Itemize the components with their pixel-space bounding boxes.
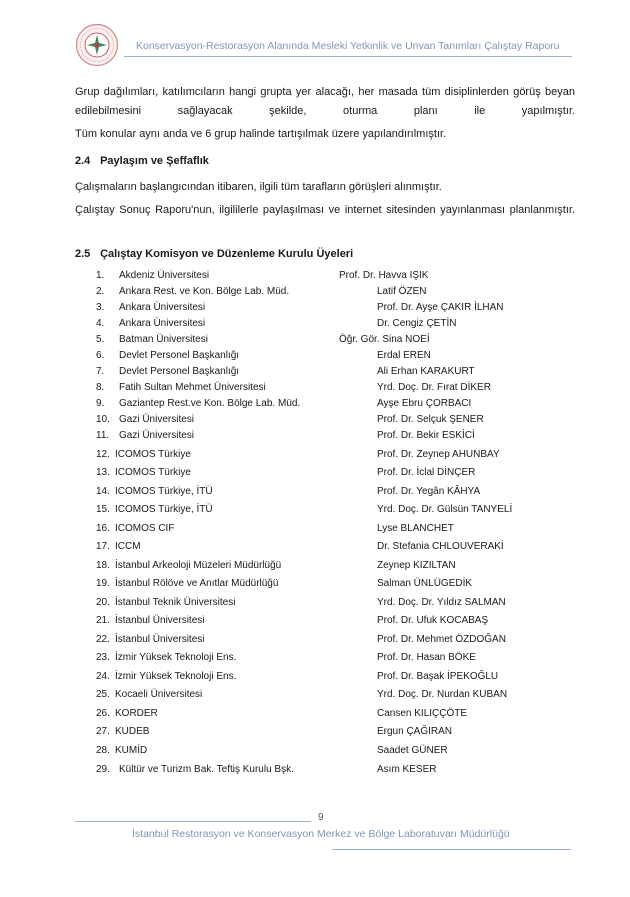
member-name: Prof. Dr. Ufuk KOCABAŞ <box>377 615 489 626</box>
page-number: 9 <box>318 812 324 823</box>
member-name: Saadet GÜNER <box>377 745 448 756</box>
member-row <box>0 398 630 414</box>
member-institution: ICOMOS Türkiye, İTÜ <box>115 486 213 497</box>
member-number: 17. <box>96 541 110 552</box>
member-number: 19. <box>96 578 110 589</box>
member-number: 15. <box>96 504 110 515</box>
member-name: Prof. Dr. Selçuk ŞENER <box>377 414 484 425</box>
member-number: 14. <box>96 486 110 497</box>
member-institution: ICOMOS Türkiye <box>115 449 191 460</box>
section-title: Çalıştay Komisyon ve Düzenleme Kurulu Üyeleri <box>100 248 354 260</box>
member-row <box>0 560 630 576</box>
section-title: Paylaşım ve Şeffaflık <box>100 155 209 167</box>
section-2-4-paragraph-1: Çalışmaların başlangıcından itibaren, ilgili tüm tarafların görüşleri alınmıştır. <box>75 181 442 193</box>
member-row <box>0 449 630 465</box>
member-row <box>0 615 630 631</box>
member-institution: Gazi Üniversitesi <box>119 430 195 441</box>
member-institution: Fatih Sultan Mehmet Üniversitesi <box>119 382 266 393</box>
member-number: 29. <box>96 764 110 775</box>
member-row <box>0 467 630 483</box>
member-number: 20. <box>96 597 110 608</box>
member-row <box>0 302 630 318</box>
section-number: 2.5 <box>75 248 91 260</box>
member-number: 11. <box>96 430 110 441</box>
member-institution: Devlet Personel Başkanlığı <box>119 366 240 377</box>
member-row <box>0 350 630 366</box>
header-divider <box>124 56 572 57</box>
member-institution: İstanbul Arkeoloji Müzeleri Müdürlüğü <box>115 560 282 571</box>
intro-paragraph-1-line-1: Grup dağılımları, katılımcıların hangi grupta yer alacağı, her masada tüm disiplinlerden görüş beyan edilebilmesini sağlayacak şekilde, oturma planı ile yapılmıştır. <box>75 86 575 117</box>
member-number: 25. <box>96 689 110 700</box>
member-number: 2. <box>96 286 105 297</box>
member-institution: ICOMOS Türkiye, İTÜ <box>115 504 213 515</box>
member-institution: ICOMOS CIF <box>115 523 175 534</box>
member-number: 6. <box>96 350 105 361</box>
member-name: Erdal EREN <box>377 350 431 361</box>
member-name: Yrd. Doç. Dr. Nurdan KUBAN <box>377 689 508 700</box>
member-institution: Devlet Personel Başkanlığı <box>119 350 240 361</box>
member-number: 27. <box>96 726 110 737</box>
member-name: Prof. Dr. İclal DİNÇER <box>377 467 476 478</box>
member-institution: ICCM <box>115 541 141 552</box>
member-name: Prof. Dr. Bekir ESKİCİ <box>377 430 475 441</box>
member-institution: Akdeniz Üniversitesi <box>119 270 210 281</box>
member-number: 8. <box>96 382 105 393</box>
member-row <box>0 430 630 446</box>
member-institution: İzmir Yüksek Teknoloji Ens. <box>115 652 237 663</box>
member-number: 4. <box>96 318 105 329</box>
member-institution: Gaziantep Rest.ve Kon. Bölge Lab. Müd. <box>119 398 301 409</box>
member-institution: Batman Üniversitesi <box>119 334 208 345</box>
member-number: 16. <box>96 523 110 534</box>
member-row <box>0 318 630 334</box>
member-number: 26. <box>96 708 110 719</box>
member-row <box>0 764 630 780</box>
section-2-4-paragraph-2: Çalıştay Sonuç Raporu'nun, ilgililerle paylaşılması ve internet sitesinden yayınlanması planlanmıştır. <box>75 204 575 216</box>
member-row <box>0 523 630 539</box>
member-row <box>0 334 630 350</box>
member-name: Prof. Dr. Ayşe ÇAKIR İLHAN <box>377 302 504 313</box>
member-institution: Ankara Üniversitesi <box>119 302 206 313</box>
member-name: Yrd. Doç. Dr. Yıldız SALMAN <box>377 597 506 608</box>
member-institution: KORDER <box>115 708 158 719</box>
member-number: 28. <box>96 745 110 756</box>
institution-logo-icon <box>75 23 119 67</box>
footer-text: İstanbul Restorasyon ve Konservasyon Merkez ve Bölge Laboratuvarı Müdürlüğü <box>132 828 510 840</box>
header-title: Konservasyon-Restorasyon Alanında Mesleki Yetkinlik ve Unvan Tanımları Çalıştay Raporu <box>136 40 560 52</box>
member-institution: İstanbul Üniversitesi <box>115 615 205 626</box>
member-name: Prof. Dr. Zeynep AHUNBAY <box>377 449 500 460</box>
member-institution: İstanbul Rölöve ve Anıtlar Müdürlüğü <box>115 578 279 589</box>
member-row <box>0 486 630 502</box>
member-name: Latif ÖZEN <box>377 286 427 297</box>
member-row <box>0 270 630 286</box>
member-institution: İzmir Yüksek Teknoloji Ens. <box>115 671 237 682</box>
member-row <box>0 689 630 705</box>
member-institution: ICOMOS Türkiye <box>115 467 191 478</box>
member-name: Lyse BLANCHET <box>377 523 454 534</box>
intro-paragraph-2: Tüm konular aynı anda ve 6 grup halinde tartışılmak üzere yapılandırılmıştır. <box>75 128 447 140</box>
member-name: Prof. Dr. Yegân KÂHYA <box>377 486 481 497</box>
member-name: Dr. Stefania CHLOUVERAKİ <box>377 541 504 552</box>
member-number: 13. <box>96 467 110 478</box>
section-2-4-heading <box>75 155 209 167</box>
member-name: Prof. Dr. Havva IŞIK <box>339 270 429 281</box>
member-name: Asım KESER <box>377 764 437 775</box>
member-institution: Gazi Üniversitesi <box>119 414 195 425</box>
member-name: Salman ÜNLÜGEDİK <box>377 578 473 589</box>
member-row <box>0 286 630 302</box>
member-number: 23. <box>96 652 110 663</box>
member-number: 18. <box>96 560 110 571</box>
member-institution: Kültür ve Turizm Bak. Teftiş Kurulu Bşk. <box>119 764 294 775</box>
member-row <box>0 671 630 687</box>
member-name: Dr. Cengiz ÇETİN <box>377 318 457 329</box>
member-name: Ergun ÇAĞIRAN <box>377 726 453 737</box>
member-number: 24. <box>96 671 110 682</box>
section-2-5-heading <box>75 248 353 260</box>
member-number: 12. <box>96 449 110 460</box>
member-name: Zeynep KIZILTAN <box>377 560 456 571</box>
member-name: Cansen KILIÇÇÖTE <box>377 708 468 719</box>
member-row <box>0 504 630 520</box>
member-name: Prof. Dr. Mehmet ÖZDOĞAN <box>377 634 506 645</box>
member-name: Öğr. Gör. Sina NOEİ <box>339 334 430 345</box>
member-row <box>0 366 630 382</box>
member-name: Prof. Dr. Hasan BÖKE <box>377 652 476 663</box>
member-name: Ayşe Ebru ÇORBACI <box>377 398 472 409</box>
member-name: Prof. Dr. Başak İPEKOĞLU <box>377 671 499 682</box>
member-row <box>0 597 630 613</box>
member-number: 9. <box>96 398 105 409</box>
member-row <box>0 726 630 742</box>
member-institution: İstanbul Teknik Üniversitesi <box>115 597 236 608</box>
footer-divider-top <box>75 821 311 822</box>
member-institution: KUMİD <box>115 745 148 756</box>
member-institution: İstanbul Üniversitesi <box>115 634 205 645</box>
member-number: 7. <box>96 366 105 377</box>
member-row <box>0 541 630 557</box>
member-number: 5. <box>96 334 105 345</box>
member-row <box>0 634 630 650</box>
footer-divider-bottom <box>332 849 571 850</box>
member-row <box>0 382 630 398</box>
member-institution: Ankara Üniversitesi <box>119 318 206 329</box>
member-institution: Ankara Rest. ve Kon. Bölge Lab. Müd. <box>119 286 290 297</box>
member-institution: Kocaeli Üniversitesi <box>115 689 203 700</box>
member-number: 3. <box>96 302 105 313</box>
member-institution: KUDEB <box>115 726 150 737</box>
member-name: Yrd. Doç. Dr. Gülsün TANYELİ <box>377 504 513 515</box>
member-name: Ali Erhan KARAKURT <box>377 366 475 377</box>
member-number: 22. <box>96 634 110 645</box>
member-row <box>0 578 630 594</box>
member-row <box>0 745 630 761</box>
member-row <box>0 414 630 430</box>
member-number: 21. <box>96 615 110 626</box>
member-number: 1. <box>96 270 105 281</box>
member-row <box>0 708 630 724</box>
member-number: 10. <box>96 414 110 425</box>
member-row <box>0 652 630 668</box>
member-name: Yrd. Doç. Dr. Fırat DİKER <box>377 382 491 393</box>
section-number: 2.4 <box>75 155 91 167</box>
